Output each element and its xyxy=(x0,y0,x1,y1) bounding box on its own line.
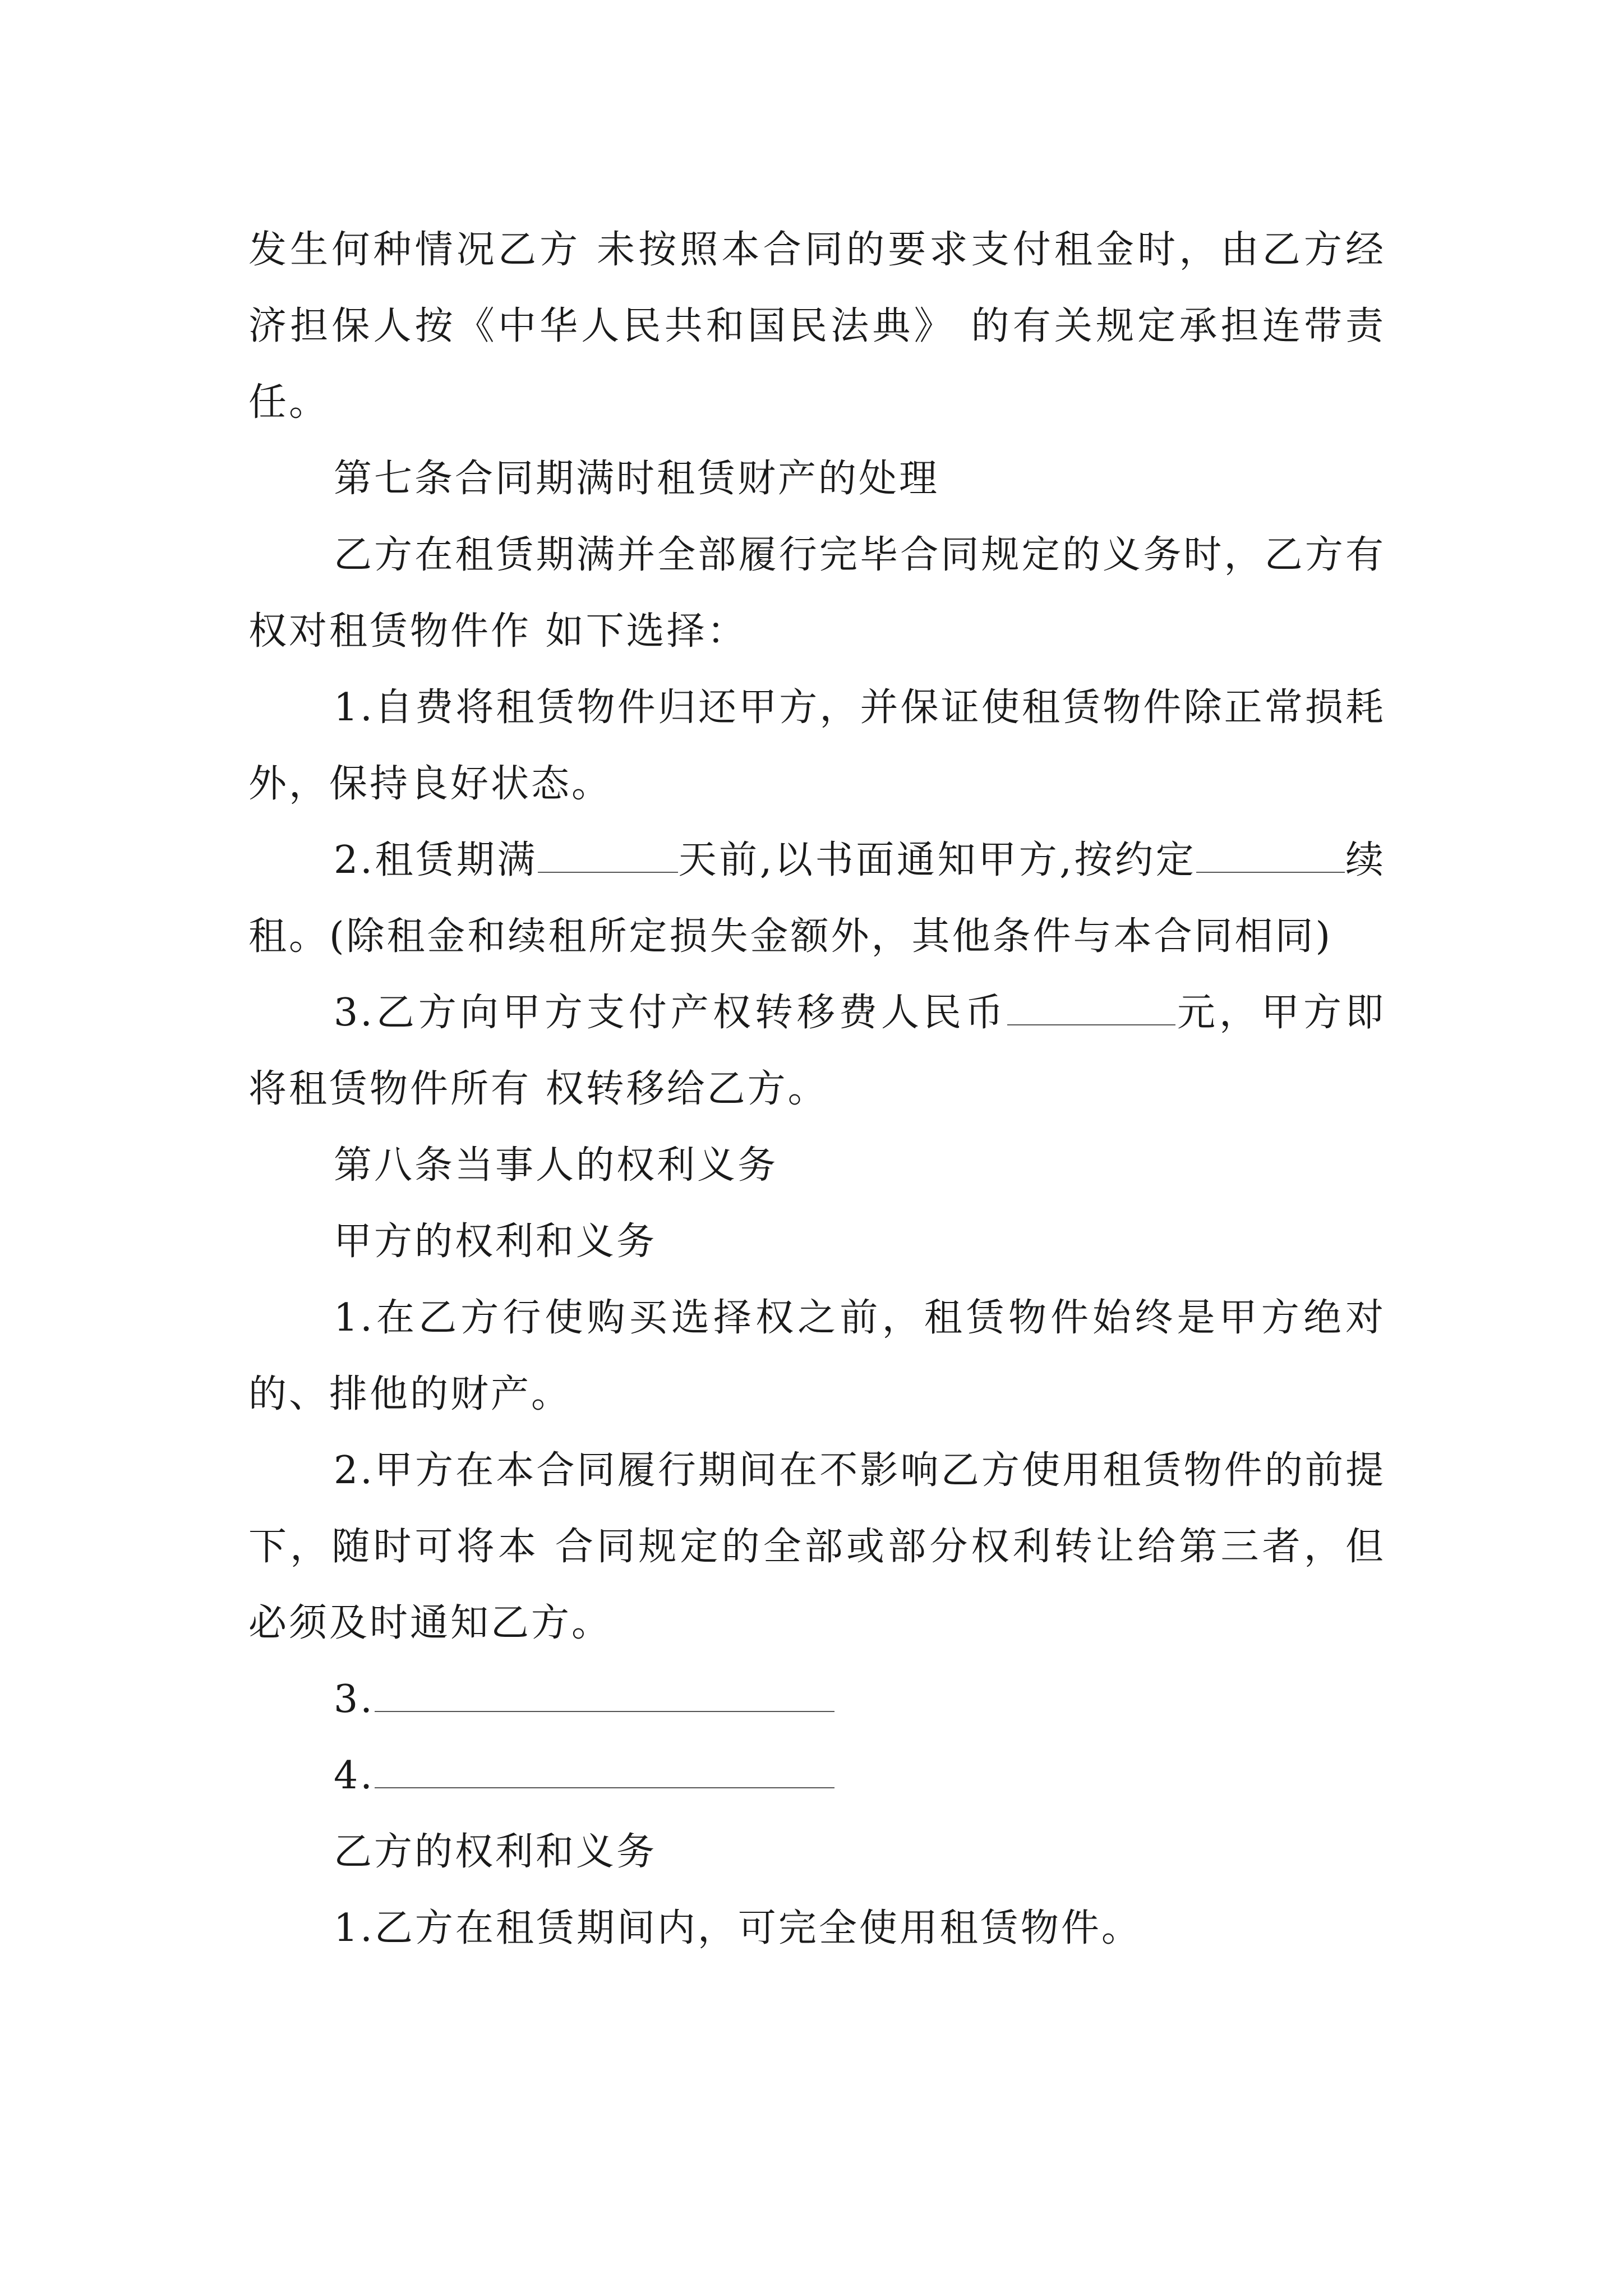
heading-text: 第八条当事人的权利义务 xyxy=(334,1143,778,1188)
paragraph-text: 2.甲方在本合同履行期间在不影响乙方使用租赁物件的前提下，随时可将本 合同规定的全部或部分权利转让给第三者，但必须及时通知乙方。 xyxy=(248,1448,1386,1645)
article-seven-heading xyxy=(248,441,1386,517)
paragraph-text: 元，甲方即将租赁物件所有 权转移给乙方。 xyxy=(248,991,1386,1111)
paragraph-text: 天前,以书面通知甲方,按约定 xyxy=(677,838,1197,882)
article-eight-heading xyxy=(248,1128,1386,1204)
option-item-2 xyxy=(248,822,1386,975)
renewal-terms-blank[interactable] xyxy=(1196,838,1345,873)
days-blank[interactable] xyxy=(538,838,678,873)
heading-text: 第七条合同期满时租赁财产的处理 xyxy=(334,457,940,501)
paragraph-text: 1.乙方在租赁期间内，可完全使用租赁物件。 xyxy=(334,1906,1142,1950)
paragraph-text: 乙方在租赁期满并全部履行完毕合同规定的义务时，乙方有权对租赁物件作 如下选择： xyxy=(248,533,1386,654)
party-a-heading xyxy=(248,1204,1386,1280)
party-b-heading xyxy=(248,1814,1386,1890)
party-a-item-4 xyxy=(248,1738,1386,1814)
paragraph-text: 4. xyxy=(334,1754,375,1798)
paragraph-text: 2.租赁期满 xyxy=(334,838,538,882)
paragraph-guarantor-liability xyxy=(248,212,1386,441)
party-b-item-1 xyxy=(248,1890,1386,1967)
heading-text: 乙方的权利和义务 xyxy=(334,1830,657,1874)
option-item-1 xyxy=(248,670,1386,822)
document-body xyxy=(248,212,1386,1967)
heading-text: 甲方的权利和义务 xyxy=(334,1220,657,1264)
party-a-item-3 xyxy=(248,1662,1386,1738)
paragraph-lessee-options xyxy=(248,517,1386,670)
paragraph-text: 3. xyxy=(334,1677,375,1722)
paragraph-text: 续租。(除租金和续租所定损失金额外，其他条件与本合同相同) xyxy=(248,838,1386,959)
party-a-item-1 xyxy=(248,1280,1386,1433)
paragraph-text: 发生何种情况乙方 未按照本合同的要求支付租金时，由乙方经济担保人按《中华人民共和国民法典》 的有关规定承担连带责任。 xyxy=(248,228,1386,425)
item-3-blank[interactable] xyxy=(375,1677,834,1712)
paragraph-text: 1.自费将租赁物件归还甲方，并保证使租赁物件除正常损耗外，保持良好状态。 xyxy=(248,685,1386,806)
paragraph-text: 3.乙方向甲方支付产权转移费人民币 xyxy=(334,991,1007,1035)
party-a-item-2 xyxy=(248,1433,1386,1662)
paragraph-text: 1.在乙方行使购买选择权之前，租赁物件始终是甲方绝对的、排他的财产。 xyxy=(248,1296,1386,1416)
option-item-3 xyxy=(248,975,1386,1128)
item-4-blank[interactable] xyxy=(375,1754,834,1788)
transfer-fee-blank[interactable] xyxy=(1007,991,1175,1025)
